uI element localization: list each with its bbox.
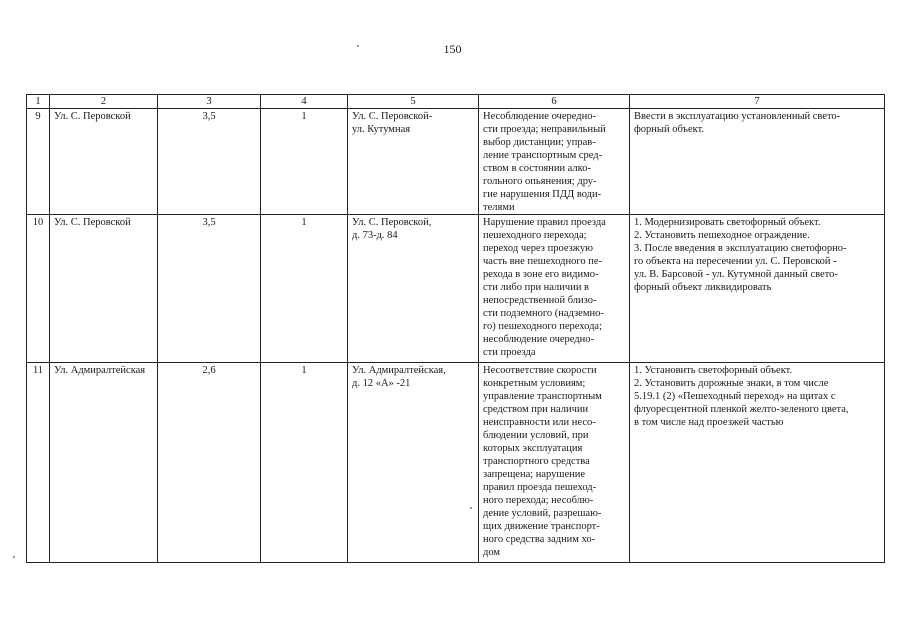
data-table bbox=[26, 94, 885, 563]
text-line: 1. Установить светофорный объект. bbox=[634, 365, 793, 376]
street-cell: Ул. С. Перовской bbox=[50, 215, 158, 363]
column-header: 1 bbox=[27, 95, 50, 109]
table-header-row bbox=[27, 95, 885, 109]
text-line: сти либо при наличии в bbox=[483, 282, 590, 293]
text-line: Ввести в эксплуатацию установленный свето- bbox=[634, 111, 841, 122]
row-number: 10 bbox=[27, 215, 50, 363]
text-line: управление транспортным bbox=[483, 391, 602, 402]
table-row bbox=[27, 363, 885, 563]
text-line: часть вне пешеходного пе- bbox=[483, 256, 603, 267]
text-line: выбор дистанции; управ- bbox=[483, 137, 596, 148]
text-line: сти подземного (надземно- bbox=[483, 308, 604, 319]
text-line: го объекта на пересечении ул. С. Перовской - bbox=[634, 256, 837, 267]
text-line: правил проезда пешеход- bbox=[483, 482, 597, 493]
street-cell: Ул. С. Перовской bbox=[50, 109, 158, 215]
text-line: ного перехода; несоблю- bbox=[483, 495, 594, 506]
text-line: ул. В. Барсовой - ул. Кутумной данный свето- bbox=[634, 269, 838, 280]
text-line: гольного опьянения; дру- bbox=[483, 176, 597, 187]
text-line: ного средства задним хо- bbox=[483, 534, 596, 545]
text-line: непосредственной близо- bbox=[483, 295, 597, 306]
text-line: 1. Модернизировать светофорный объект. bbox=[634, 217, 821, 228]
street-cell: Ул. Адмиралтейская bbox=[50, 363, 158, 563]
location-cell bbox=[348, 109, 479, 215]
text-line: щих движение транспорт- bbox=[483, 521, 600, 532]
text-line: го) пешеходного перехода; bbox=[483, 321, 603, 332]
text-line: рехода в зоне его видимо- bbox=[483, 269, 599, 280]
text-line: д. 73-д. 84 bbox=[352, 230, 398, 241]
text-line: ством в состоянии алко- bbox=[483, 163, 591, 174]
causes-cell bbox=[479, 363, 630, 563]
text-line: 2. Установить дорожные знаки, в том числе bbox=[634, 378, 829, 389]
text-line: 5.19.1 (2) «Пешеходный переход» на щитах с bbox=[634, 391, 836, 402]
text-line: средством при наличии bbox=[483, 404, 589, 415]
text-line: Ул. С. Перовской- bbox=[352, 111, 433, 122]
text-line: форный объект ликвидировать bbox=[634, 282, 772, 293]
page-number: 150 bbox=[443, 42, 462, 56]
text-line: 2. Установить пешеходное ограждение. bbox=[634, 230, 810, 241]
value-cell-3: 2,6 bbox=[158, 363, 261, 563]
text-line: несоблюдение очередно- bbox=[483, 334, 595, 345]
causes-cell bbox=[479, 215, 630, 363]
text-line: в том числе над проезжей частью bbox=[634, 417, 784, 428]
causes-cell bbox=[479, 109, 630, 215]
text-line: 3. После введения в эксплуатацию светофорно- bbox=[634, 243, 847, 254]
row-number: 9 bbox=[27, 109, 50, 215]
text-line: дом bbox=[483, 547, 501, 558]
text-line: форный объект. bbox=[634, 124, 705, 135]
text-line: гие нарушения ПДД води- bbox=[483, 189, 602, 200]
value-cell-4: 1 bbox=[261, 215, 348, 363]
text-line: пешеходного перехода; bbox=[483, 230, 587, 241]
text-line: Ул. Адмиралтейская, bbox=[352, 365, 446, 376]
text-line: сти проезда bbox=[483, 347, 536, 358]
location-cell bbox=[348, 215, 479, 363]
table-row bbox=[27, 215, 885, 363]
text-line: флуоресцентной пленкой желто-зеленого цвета, bbox=[634, 404, 849, 415]
text-line: транспортного средства bbox=[483, 456, 590, 467]
text-line: конкретным условиям; bbox=[483, 378, 586, 389]
column-header: 6 bbox=[479, 95, 630, 109]
location-cell bbox=[348, 363, 479, 563]
text-line: Несоответствие скорости bbox=[483, 365, 597, 376]
value-cell-3: 3,5 bbox=[158, 215, 261, 363]
text-line: Несоблюдение очередно- bbox=[483, 111, 596, 122]
text-line: сти проезда; неправильный bbox=[483, 124, 606, 135]
column-header: 3 bbox=[158, 95, 261, 109]
text-line: д. 12 «А» -21 bbox=[352, 378, 411, 389]
row-number: 11 bbox=[27, 363, 50, 563]
text-line: Ул. С. Перовской, bbox=[352, 217, 432, 228]
text-line: Нарушение правил проезда bbox=[483, 217, 606, 228]
table-row bbox=[27, 109, 885, 215]
value-cell-4: 1 bbox=[261, 109, 348, 215]
value-cell-3: 3,5 bbox=[158, 109, 261, 215]
text-line: дение условий, разрешаю- bbox=[483, 508, 602, 519]
text-line: телями bbox=[483, 202, 515, 213]
text-line: которых эксплуатация bbox=[483, 443, 583, 454]
measures-cell bbox=[630, 215, 885, 363]
text-line: блюдении условий, при bbox=[483, 430, 589, 441]
column-header: 7 bbox=[630, 95, 885, 109]
text-line: переход через проезжую bbox=[483, 243, 593, 254]
text-line: неисправности или несо- bbox=[483, 417, 596, 428]
text-line: ление транспортным сред- bbox=[483, 150, 603, 161]
measures-cell bbox=[630, 109, 885, 215]
column-header: 5 bbox=[348, 95, 479, 109]
scan-speck bbox=[13, 556, 15, 558]
column-header: 4 bbox=[261, 95, 348, 109]
scan-speck bbox=[357, 45, 359, 47]
column-header: 2 bbox=[50, 95, 158, 109]
value-cell-4: 1 bbox=[261, 363, 348, 563]
text-line: запрещена; нарушение bbox=[483, 469, 586, 480]
text-line: ул. Кутумная bbox=[352, 124, 411, 135]
measures-cell bbox=[630, 363, 885, 563]
